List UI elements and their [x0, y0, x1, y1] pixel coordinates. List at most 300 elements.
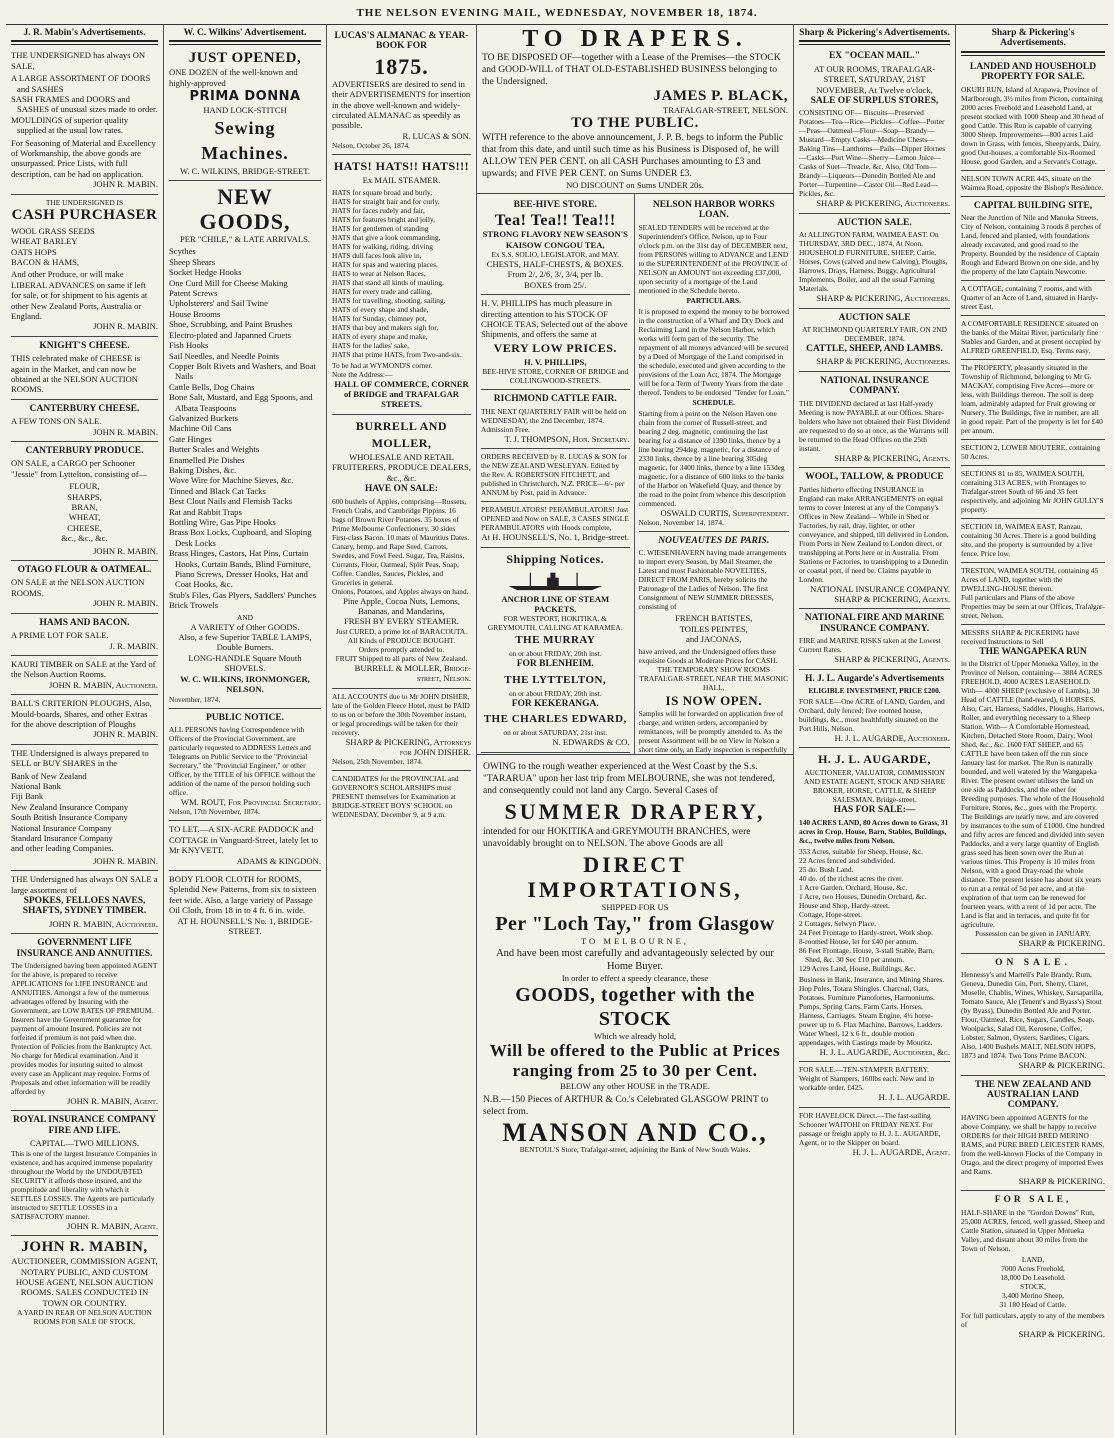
ad-note: Note the Address:—: [332, 369, 393, 379]
list-item: BRAN,: [71, 502, 98, 513]
list-item: 22 Acres fenced and subdivided.: [799, 855, 896, 865]
list-item: Baking Dishes, &c.: [169, 464, 237, 475]
ad-national-insurance: [799, 372, 950, 468]
ad-body: HAVING been appointed AGENTS for the above Company, we shall be happy to receive ORDERS for their HIGH BRED MERINO RAMS, and PURE BRED LEICESTER RAMS, from the well-known Flocks of the Company in Otago, and the direct progeny of imported Ewes and Rams.: [961, 1112, 1105, 1176]
ad-mabin-auctioneer: [11, 1236, 158, 1330]
ad-body-2: Business in Bank, Insurance, and Mining Shares. Hop Poles, Totara Shingles. Charcoal, Oats, Potatoes. Furniture Pianofortes, Harmoniums. Pumps, Spring Carts, Farm Carts. Horses, Harness, Carriages. Steam Engine, 4½ horse-power up to 6. Flax Machine, Barrows, Ladders. Water Wheel, 12 x 6 ft., double motion appendages, with Castings made by Mouritz.: [799, 974, 945, 1047]
summer-drapery-section: [477, 754, 793, 1158]
list-item: Tinned and Black Cat Tacks: [169, 485, 266, 496]
ad-town-acre: [961, 171, 1105, 197]
ad-body: SECTION 2, LOWER MOUTERE, containing 50 Acres.: [961, 443, 1101, 462]
column-mabin: [6, 25, 164, 1435]
drapers-signature: JAMES P. BLACK,: [653, 88, 788, 104]
ad-body: A COTTAGE, containing 7 rooms, and with Quarter of an Acre of Land, situated in Hardy-street East.: [961, 284, 1099, 312]
ad-body: Near the Junction of Nile and Manuka Streets, City of Nelson, containing 3 roods 8 perches of Land, fenced and planted, with foundations already excavated, and good road to the Property. Bounded by the residence of Captain Rough and Edward Brown on one side, and by the property of the late Captain Newcome.: [961, 213, 1102, 277]
ad-shares: [11, 745, 158, 871]
list-item: 18,000 Do Leasehold.: [1000, 1272, 1066, 1282]
ad-body: SEALED TENDERS will be received at the Superintendent's Office, Nelson, up to Four o'clock p.m. on the 31st day of DECEMBER next, from PERSONS willing to ADVANCE and LEND to the SUPERINTENDENT of the PROVINCE of NELSON an AMOUNT not exceeding £37,000, upon security of a mortgage of the Land mentioned in the Schedule hereto.: [638, 222, 789, 295]
ad-title: JUST OPENED,: [188, 50, 302, 67]
list-item: 40 do. of the richest acres the river.: [799, 873, 904, 883]
list-item: STOCK,: [1020, 1281, 1046, 1291]
list-item: Copper Bolt Rivets and Washers, and Boat Nails: [169, 360, 316, 382]
list-item: Fish Hooks: [169, 340, 209, 351]
ad-richmond-fair: [481, 390, 630, 449]
ad-title: LANDED AND HOUSEHOLD PROPERTY FOR SALE.: [969, 61, 1097, 83]
ad-signature: H. J. L. AUGARDE, Agent.: [852, 1146, 950, 1157]
vessel-charles-edward: THE CHARLES EDWARD,: [483, 713, 627, 726]
ad-signature: NATIONAL INSURANCE COMPANY. SHARP & PICKERING, Agents.: [810, 583, 950, 604]
list-item: 31 180 Head of Cattle.: [999, 1299, 1067, 1309]
drapers-address: TRAFALGAR-STREET, NELSON.: [662, 105, 788, 115]
ad-harbor-loan: [639, 196, 790, 532]
list-item: Socket Hedge Hooks: [169, 267, 242, 278]
list-item: Brass Hinges, Castors, Hat Pins, Curtain Hooks, Curtain Bands, Blind Furniture, Piano Screws, Dresser Hooks, Hat and Coat Hooks, &c.: [169, 548, 311, 590]
list-item: House and Shop, Hardy-street.: [799, 900, 890, 910]
subcolumn-right: [635, 194, 794, 754]
ad-body: TRESTON, WAIMEA SOUTH, containing 45 Acres of LAND, together with the DWELLING-HOUSE thereon.: [961, 566, 1099, 594]
ad-body-2: have arrived, and the Undersigned offers these exquisite Goods at Moderate Prices for CASH.: [638, 646, 778, 665]
ad-signature: JOHN R. MABIN.: [93, 545, 158, 556]
wide-title-2: DIRECT IMPORTATIONS,: [527, 851, 743, 902]
list-item: Upholsterers' and Sail Twine: [169, 298, 268, 309]
list-item: Scythes: [169, 246, 196, 257]
ad-shipping: [481, 548, 630, 753]
ad-body: A PRIME LOT FOR SALE.: [11, 630, 109, 641]
ad-body: ON SALE, a CARGO per Schooner "Jessie" from Lyttelton, consisting of—: [11, 458, 148, 479]
column-center: [477, 25, 794, 1435]
ad-disher-accounts: [332, 689, 471, 772]
ad-body: AUCTIONEER, VALUATOR, COMMISSION AND ESTATE AGENT, STOCK AND SHARE BROKER, HORSE, CATTLE, & SHEEP SALESMAN, Bridge-street.: [803, 768, 946, 805]
ad-title: FOR SALE,: [994, 1195, 1072, 1206]
ad-subtitle: PARTICULARS.: [686, 295, 741, 305]
ad-body: PERAMBULATORS! PERAMBULATORS! Just OPENED and Now on SALE, 3 CASES SINGLE PERAMBULATORS with Hoods complete,: [481, 505, 629, 533]
list-item: BACON & HAMS,: [11, 256, 80, 267]
ad-phillips: [481, 295, 630, 390]
list-item: HATS that buy and makers sigh for,: [332, 322, 439, 332]
ad-treston: [961, 563, 1105, 625]
drapers-section: [477, 25, 793, 193]
ad-items: [639, 613, 790, 644]
ad-body-2: in the District of Upper Motueka Valley, in the Province of Nelson, containing— 3884 ACRES FREEHOLD, 4000 ACRES LEASEHOLD. With— 4000 SHEEP (exclusive of Lambs), 30 Head of CATTLE (hand-reared), 6 HORSES. Also, Cart, Harness, Saddles, Ploughs, Harrows, Roller, and everything necessary to a Sheep Station. With— A Comfortable Homestead, Kitchen, Detached Store Room, Dairy, Wool Shed, &c., &c. 1600 FAT SHEEP, and 65 CATTLE have been taken off the run since January last for market. The Run is naturally bounded, and well watered by the Wangapeka River. The present owner utilises the land on one side as Paddocks, and the other for Breeding purposes. The whole of the Household Furniture, Stores, &c., goes with the Property. The Buildings are nearly new, and are covered by insurances to the sum of £1000. One hundred and fifty acres are fenced and divided into seven Paddocks, and a very large quantity of English grass seed has been sown over the Run at various times. This Property is 10 miles from Nelson, with a good Dray-road the whole distance. The present lessee has about six years to run at a rental of 5d per acre, and at the expiration of that term can be renewed for fourteen years, with a rent of 1d per acre. The Land is flat and in terraces, and quite fit for agriculture.: [961, 659, 1105, 930]
ad-title: CAPITAL BUILDING SITE,: [973, 200, 1093, 211]
list-item: Enamelled Pie Dishes: [169, 454, 245, 465]
vessel-lyttelton: THE LYTTELTON,: [504, 673, 607, 686]
ad-body: FIRE and MARINE RISKS taken at the Lowest Current Rates.: [799, 636, 941, 655]
list-item: HATS that stand all kinds of mauling,: [332, 277, 444, 287]
wide-title-4: Will be offered to the Public at Prices ranging from 25 to 30 per Cent.: [489, 1041, 781, 1081]
ad-title: NELSON HARBOR WORKS LOAN.: [652, 199, 775, 221]
wide-clear: In order to effect a speedy clearance, these: [561, 972, 709, 983]
ad-line: ANCHOR LINE OF STEAM PACKETS.: [501, 593, 610, 614]
ad-body: AT OUR ROOMS, TRAFALGAR-STREET, SATURDAY, 21ST NOVEMBER, At Twelve o'clock,: [813, 63, 936, 95]
ad-body-2: It is proposed to expend the money to be borrowed in the construction of a Wharf and Dry Dock and Reclaiming Land in the Nelson Harbor, which works will form part of the security. The repayment of all moneys advanced will be secured by a Deed of Mortgage of the Land comprised in the schedule, executed and given according to the provisions of the Loan Act, 1874. The Mortgage will be for a Term of Twenty Years from the date thereof. Tenders to be endorsed "Tender for Loan.": [638, 306, 789, 397]
ad-augarde-investment: [799, 670, 950, 749]
ad-subtitle: PER "CHILE," & LATE ARRIVALS.: [179, 234, 311, 245]
list-item: One Curd Mill for Cheese Making: [169, 277, 288, 288]
ad-body: THE Undersigned has always ON SALE a large assortment of: [11, 874, 158, 895]
ad-items: [799, 847, 950, 973]
ad-footer: A YARD IN REAR OF NELSON AUCTION ROOMS FOR SALE OF STOCK.: [17, 1308, 152, 1327]
list-item: Bone Salt, Mustard, and Egg Spoons, and Albata Teaspoons: [169, 392, 313, 413]
list-item: Bottling Wire, Gas Pipe Hooks: [169, 517, 276, 527]
drapers-body: TO BE DISPOSED OF—together with a Lease of the Premises—the STOCK and GOOD-WILL of THAT OLD-ESTABLISHED BUSINESS belonging to the Undersigned.: [482, 52, 781, 87]
ad-body: The PROPERTY, pleasantly situated in the Township of Richmond, belonging to Mr G. MACKAY, comprising Five Acres—more or less, with Buildings thereon. The soil is deep loam, admirably adapted for Fruit growing or Nursery. The Buildings, five in number, are all in good repair. Part of the property is let for £40 per annum.: [961, 363, 1103, 436]
ad-date: November, 1874.: [169, 694, 221, 704]
ad-body-3: Starting from a point on the Nelson Haven one chain from the corner of Russell-street, and bearing 2 deg. magnetic, continuing the last bearing for a distance of 1390 links, thence by a line bearing 294deg. magnetic, for a distance of 2330 links, thence by a line bearing 305deg magnetic, for 3400 links, thence by a line 153deg magnetic, for a distance of 600 links to the banks of the Harbor on Wakefield Quay, and thence by the road to the point from whence this description commenced.: [638, 408, 786, 508]
ad-signature: JOHN R. MABIN, Auctioneer.: [49, 918, 158, 929]
list-item: Stub's Files, Gas Plyers, Saddlers' Punches: [169, 589, 317, 600]
ad-have: HAVE ON SALE:: [364, 484, 439, 495]
ad-body: This is one of the largest Insurance Companies in existence, and has acquired immense popularity throughout the World by the UNDOUBTED SECURITY it affords those insured, and the promptitude and liberality with which it SETTLES LOSSES. The Agents are particularly instructed to SETTLE LOSSES in a SATISFACTORY manner.: [11, 1148, 158, 1221]
public-tail: NO DISCOUNT on Sums UNDER 20s.: [566, 180, 704, 191]
ad-title: Shipping Notices.: [506, 551, 605, 566]
ad-big-title: IS NOW OPEN.: [665, 692, 762, 708]
wide-loch: Per "Loch Tay," from Glasgow: [495, 913, 775, 936]
ad-signature: SHARP & PICKERING, Auctioneers.: [816, 198, 950, 209]
list-item: HATS for walking, riding, driving: [332, 241, 433, 251]
ad-body: HALF-SHARE in the "Gordon Downs" Run, 25,000 ACRES, fenced, well grassed, Sheep and Cattle Station, situated in Upper Motueka Valley, and distant about 30 miles from the Town of Nelson.: [961, 1207, 1105, 1253]
ad-body: Hennessy's and Martell's Pale Brandy, Rum, Geneva, Dunedin Gin, Port, Sherry, Claret, Moselle, Chablis, Wines, Whiskey, Sarsaparilla, Tomato Sauce, Ale (Tenent's and Byass's) Stout (by Byass), Dunedin Bottled Ale and Porter. Flour, Oatmeal, Rice, Sugars, Candles, Soap, Woolpacks, Salad Oil, Kerosene, Coffee, Lobster, Salmon, Oysters, Sardines, Cigars. Also, 1400 Bushels MALT, NELSON HOPS, 1873 and 1874. Two Tons Prime BACON.: [961, 970, 1104, 1061]
ad-items: [11, 481, 158, 543]
ad-body: The Undersigned having been appointed AGENT for the above, is prepared to receive APPLICATIONS for LIFE INSURANCE and ANNUITIES. Amongst a few of the numerous advantages offered by Insuring with the Government, are LOW RATES OF PREMIUM. Insurers have the Government guarantee for payment of amount Insured. Policies are not forfeited if premium is not paid when due. Protection of Policies from the Bankruptcy Act. No charge for Medical examination. And it provides modes for insuring suited to almost every case an Applicant may require. Forms of Proposals and other information will be readily afforded by: [11, 961, 158, 1097]
ad-date: Nelson, October 26, 1874.: [332, 141, 410, 151]
list-item: Cattle Bells, Dog Chains: [169, 381, 255, 392]
list-item: Shoe, Scrubbing, and Paint Brushes: [169, 319, 293, 330]
ad-items: [332, 188, 471, 359]
ad-body: ADVERTISERS are desired to send in their ADVERTISEMENTS for insertion in the above well-known and widely-circulated ALMANAC as speedily as possible.: [332, 78, 471, 131]
ad-big-title: Tea! Tea!! Tea!!!: [494, 212, 616, 230]
ad-signature: SHARP & PICKERING, Auctioneers.: [816, 356, 950, 367]
ad-signature: SHARP & PICKERING.: [1018, 1175, 1105, 1186]
list-item: Fiji Bank: [11, 791, 44, 802]
ad-gordon-downs: [961, 1191, 1105, 1343]
wide-address: BENTOUL'S Store, Trafalgar-street, adjoining the Bank of New South Wales.: [519, 1144, 751, 1154]
ad-signature: H. J. L. AUGARDE, Auctioneer, &c.: [819, 1046, 950, 1057]
ad-title: ELIGIBLE INVESTMENT, PRICE £200.: [808, 685, 941, 695]
center-subcolumns: [477, 193, 793, 754]
list-item: HATS for every trade and calling,: [332, 286, 433, 296]
ad-signature: JOHN R. MABIN.: [93, 855, 158, 866]
ad-fruit: Pine Apple, Cocoa Nuts, Lemons, Bananas, and Mandarins,: [343, 595, 460, 616]
ad-body: MESSRS SHARP & PICKERING have received Instructions to Sell: [961, 628, 1080, 647]
ad-nz-australian-land: [961, 1076, 1105, 1192]
ad-wesleyan: [481, 449, 630, 502]
ad-and: AND: [236, 612, 253, 622]
ad-more: A VARIETY of Other GOODS.: [190, 621, 300, 632]
list-item: HATS for features bright and jolly,: [332, 214, 435, 224]
wide-title-3: GOODS, together with the STOCK: [515, 984, 755, 1031]
list-item: HATS for straight hair and for curly,: [332, 196, 440, 206]
divider: [169, 40, 321, 45]
ad-body: FOR SALE.—TEN-STAMPER BATTERY. Weight of Stampers, 160lbs each. New and in workable order. £425.: [799, 1065, 935, 1093]
wide-below: BELOW any other HOUSE in the TRADE.: [560, 1081, 710, 1092]
list-item: HATS for gentlemen of standing: [332, 223, 429, 233]
ad-title: NOUVEAUTES DE PARIS.: [658, 536, 770, 547]
list-item: A LARGE ASSORTMENT OF DOORS and SASHES: [11, 73, 151, 94]
ad-big-title: VERY LOW PRICES.: [493, 340, 617, 355]
ad-body: ON SALE at the NELSON AUCTION ROOMS.: [11, 577, 145, 598]
ad-waimea-east: [961, 519, 1105, 563]
wide-nb: N.B.—150 Pieces of ARTHUR & Co.'s Celebrated GLASGOW PRINT to select from.: [483, 1093, 769, 1117]
wide-which: Which we already hold,: [593, 1031, 677, 1042]
ad-also: Also, a few Superior TABLE LAMPS, Double Burners.: [178, 632, 312, 653]
ad-signature: H. J. L. AUGARDE, Auctioneer.: [834, 732, 950, 743]
list-item: 8-roomed House, let for £40 per annum.: [799, 936, 919, 946]
list-item: 129 Acres Land, House, Buildings, &c.: [799, 963, 916, 973]
ad-body: OKURI RUN, Island of Arapawa, Province of Marlborough, 3½ miles from Picton, containing 2000 acres Freehold and Leasehold Land, at present stocked with 1000 Sheep and 30 head of good Cattle. This Run is capable of carrying 3000 Sheep. Improvements—800 acres Laid down in Grass, with fences, Sheepyards, Dairy, good Out-houses, a comfortable Six-Roomed House, good Garden, and a Servant's Cottage.: [961, 84, 1104, 166]
ad-title: CASH PURCHASER: [11, 206, 158, 223]
ad-signature: W. C. WILKINS, BRIDGE-STREET.: [180, 165, 310, 176]
ad-sewing-machines: [169, 47, 321, 181]
list-item: Sheep Shears: [169, 256, 216, 267]
ad-floor-cloth: [169, 871, 321, 940]
ad-cottage: [961, 281, 1105, 316]
ad-date: Nelson, 17th November, 1874.: [169, 807, 260, 817]
ad-subtitle: WHOLESALE AND RETAIL FRUITERERS, PRODUCE DEALERS, &c., &c.: [332, 451, 471, 483]
ad-body: BALL'S CRITERION PLOUGHS, Also, Mould-boards, Shares, and other Extras for the above description of Ploughs: [11, 698, 152, 729]
ad-title: AUCTION SALE.: [837, 217, 912, 228]
ad-subtitle: CAPITAL—TWO MILLIONS.: [29, 1138, 140, 1149]
list-item: and JACONAS,: [686, 634, 742, 645]
ad-signature: BURRELL & MOLLER, Bridge-street, Nelson.: [354, 662, 471, 684]
ad-title: NATIONAL FIRE AND MARINE INSURANCE COMPANY.: [804, 613, 945, 634]
list-item: and other leading Companies.: [11, 843, 114, 854]
list-item: 3,400 Merino Sheep,: [1002, 1290, 1064, 1300]
ad-scholarships: [332, 771, 471, 823]
ad-richmond-property: [961, 360, 1105, 440]
list-item: 2 Cottages, Selwyn Place.: [799, 918, 876, 928]
ad-title: HAMS AND BACON.: [39, 617, 130, 628]
ad-subtitle: HAND LOCK-STITCH: [203, 105, 287, 116]
ad-title: AUCTION SALE: [838, 312, 911, 323]
list-item: WHEAT BARLEY: [11, 236, 78, 247]
ad-big-title: SALE OF SURPLUS STORES,: [810, 96, 939, 107]
ad-perambulators: [481, 502, 630, 547]
list-item: HATS for spas and watering places,: [332, 259, 438, 269]
list-item: HATS for the ladies' sake,: [332, 340, 410, 350]
ad-for: FOR KEKERANGA.: [511, 698, 599, 709]
ad-otago-flour: [11, 561, 158, 614]
masthead: THE NELSON EVENING MAIL, WEDNESDAY, NOVEMBER 18, 1874.: [6, 4, 1108, 25]
column-header: Sharp & Pickering's Advertisements.: [991, 28, 1075, 49]
ad-body: ONE DOZEN of the well-known and highly-approved: [169, 67, 298, 88]
ad-items: [11, 73, 158, 135]
wide-shipped: SHIPPED FOR US: [601, 901, 669, 912]
ad-signature: SHARP & PICKERING, Attorneys for JOHN DISHER.: [345, 736, 471, 757]
divider: [799, 40, 950, 45]
list-item: Galvanized Buckets: [169, 412, 238, 423]
ad-body: STRONG FLAVORY NEW SEASON'S KAISOW CONGOU TEA,: [482, 229, 628, 250]
ad-body: TO LET.—A SIX-ACRE PADDOCK and COTTAGE in Vanguard-Street, lately let to Mr KNYVETT.: [169, 824, 319, 856]
ad-section-moutere: [961, 440, 1105, 466]
ad-canterbury-cheese: [11, 400, 158, 442]
ad-body: C. WIESENHAVERN having made arrangements to import every Season, by Mail Steamer, the Latest and most Fashionable NOVELTIES, DIRECT FROM PARIS, hereby solicits the Patronage of the Ladies of Nelson. The first Consignment of NEW SUMMER DRESSES, consisting of: [638, 548, 787, 612]
ad-augarde-for-sale: [799, 748, 950, 1062]
ad-body: CANDIDATES for the PROVINCIAL and GOVERNOR'S SCHOLARSHIPS must PRESENT themselves for Examination at BRIDGE-STREET BOYS' SCHOOL on WEDNESDAY, December 9, at 9 a.m.: [332, 774, 459, 820]
ad-tail: LONG-HANDLE Square Mouth SHOVELS.: [188, 652, 302, 674]
list-item: HATS of every shape and make,: [332, 331, 428, 341]
list-item: National Insurance Company: [11, 822, 112, 833]
ad-signature: JOHN R. MABIN.: [93, 729, 158, 740]
ad-signature: H. J. L. AUGARDE.: [878, 1092, 950, 1103]
wide-select: And have been most carefully and advantageously selected by our Home Buyer.: [496, 947, 774, 972]
ad-body: H. V. PHILLIPS has much pleasure in directing attention to his STOCK OF CHOICE TEAS, Selected out of the above Shipments, and offers the same at: [481, 298, 628, 340]
vessel-date: on or about FRIDAY, 20th inst.: [508, 649, 602, 659]
ad-lead: THE UNDERSIGNED IS: [45, 197, 124, 207]
ad-body: NELSON TOWN ACRE 445, situate on the Waimea Road, opposite the Bishop's Residence.: [961, 173, 1104, 192]
ad-national-fire: [799, 609, 950, 669]
public-title: TO THE PUBLIC.: [571, 115, 699, 132]
list-item: Cottage, Hope-street.: [799, 909, 863, 919]
list-item: FRENCH BATISTES,: [675, 613, 753, 624]
ad-signature: JOHN R. MABIN.: [93, 598, 158, 609]
ad-wangapeka-run: [961, 625, 1105, 954]
list-item: New Zealand Insurance Company: [11, 801, 129, 812]
ad-title: JOHN R. MABIN,: [21, 1239, 148, 1256]
divider: [961, 51, 1105, 56]
ad-body: THE Undersigned is always prepared to SELL or BUY SHARES in the: [11, 747, 149, 769]
ad-body: SECTION 18, WAIMEA EAST, Ranzau, containing 30 Acres. There is a good building site, and the property is surrounded by a live fence. Price low.: [961, 522, 1096, 559]
ad-title: KNIGHT'S CHEESE.: [39, 340, 130, 351]
ad-onions: Onions, Potatoes, and Apples always on hand.: [332, 586, 469, 596]
ad-signature: SHARP & PICKERING.: [1018, 1060, 1105, 1071]
ad-signature: JOHN R. MABIN.: [93, 426, 158, 437]
ad-public-notice: [169, 709, 321, 822]
ad-title: RICHMOND CATTLE FAIR.: [493, 394, 617, 405]
list-item: Wove Wire for Machine Sieves, &c.: [169, 475, 294, 486]
ad-chests: CHESTS, HALF-CHESTS, & BOXES. From 2/, 2/6, 3/, 3/4, per lb.: [486, 259, 624, 280]
ad-cash-purchaser: [11, 195, 158, 337]
ad-lead: THE UNDERSIGNED has always ON SALE,: [11, 50, 146, 71]
ad-subtitle: Ex MAIL STEAMER.: [362, 175, 441, 186]
list-item: 24 Feet Frontage to Hardy-street, Work shop.: [799, 927, 933, 937]
list-item: Rat and Rabbit Traps: [169, 506, 242, 517]
ad-okuri-run: [961, 58, 1105, 171]
ad-almanac: [332, 27, 471, 155]
ad-title: EX "OCEAN MAIL.": [828, 51, 921, 62]
ad-signature: SHARP & PICKERING.: [1018, 938, 1105, 949]
ad-date: Nelson, 25th November, 1874.: [332, 757, 423, 767]
ad-title: BURRELL AND MOLLER,: [355, 418, 448, 450]
ad-ocean-mail: [799, 47, 950, 213]
list-item: Patent Screws: [169, 288, 218, 299]
ad-items: [11, 771, 158, 854]
list-item: Brick Trowels: [169, 600, 218, 611]
ad-signature: JOHN R. MABIN, Auctioneer.: [49, 679, 158, 690]
list-item: Bank of New Zealand: [11, 770, 87, 781]
list-item: WHEAT,: [68, 512, 101, 523]
list-item: Machine Oil Cans: [169, 423, 232, 434]
ad-body: BODY FLOOR CLOTH for ROOMS, Splendid New Patterns, from six to sixteen feet wide. Also, a large variety of Passage Oil Cloth, from 18 in to 4 ft. 6 in. wide.: [169, 873, 317, 916]
ad-signature: W. C. WILKINS, IRONMONGER, NELSON.: [180, 673, 310, 695]
ad-new-goods: [169, 181, 321, 708]
ad-signature: SHARP & PICKERING, Agents.: [834, 452, 950, 463]
list-item: OATS HOPS: [11, 246, 57, 257]
ad-body: Parties hitherto effecting INSURANCE in England can make ARRANGEMENTS on equal terms to cover Interest at any of the Company's Offices in New Zealand— While in Shed or Factories, by rail, dray, lighter, or other conveyance, and shipped, till delivered in London. From Ports in New Zealand to London direct, or transhipping at Ports here or in Australia. From Stations or Factories, to transhipping to a Dunedin or coastal port, if need be. Claims payable in London.: [799, 484, 949, 584]
public-body: WITH reference to the above announcement, J. P. B. begs to inform the Public that from this date, and until such time as his Business is Disposed of, he will ALLOW TEN PER CENT. on all CASH Purchases amounting to £3 and upwards; and FIVE PER CENT. on Sums UNDER £3.: [482, 132, 784, 180]
column-header: W. C. Wilkins' Advertisement.: [183, 28, 307, 38]
ad-orders: Orders promptly attended to.: [358, 644, 445, 654]
ad-nouveautes: [639, 532, 790, 754]
list-item: FLOUR,: [69, 481, 100, 492]
ad-body: FOR SALE—One ACRE of LAND, Garden, and Orchard, duly fenced; five roomed house, buildings, &c., most healthfully situated on the Port Hills, Nelson.: [799, 696, 945, 733]
list-item: Brass Box Locks, Cupboard, and Sloping Desk Locks: [169, 527, 312, 548]
ad-signature: OSWALD CURTIS, Superintendent.: [660, 507, 789, 518]
ad-body: KAURI TIMBER on SALE at the Yard of the Nelson Auction Rooms.: [11, 658, 156, 680]
list-item: HATS that give a look commanding,: [332, 232, 441, 242]
ad-title: NEW GOODS,: [199, 184, 291, 235]
ad-canterbury-produce: [11, 442, 158, 561]
ad-bee-hive: [481, 196, 630, 295]
list-item: Best Clout Nails and Flemish Tacks: [169, 496, 293, 507]
ad-tail: For full particulars, apply to any of the members of: [961, 1310, 1105, 1329]
list-item: HATS for square broad and burly,: [332, 187, 433, 197]
column-header: H. J. L. Augarde's Advertisements: [804, 673, 945, 684]
column-lucas-hats: [327, 25, 477, 1435]
ad-boxes: BOXES from 25/.: [524, 279, 587, 290]
ad-richmond-sale: [799, 309, 950, 372]
ad-for: FOR BLENHEIM.: [516, 659, 594, 670]
vessel-murray: THE MURRAY: [515, 634, 596, 647]
ad-body: THIS celebrated make of CHEESE is again in the Market, and can now be obtained at the NELSON AUCTION ROOMS.: [11, 353, 141, 395]
ad-body-2: CONSISTING OF— Biscuits—Preserved Potatoes—Tea—Rice—Pickles—Coffee—Porter—Peas—Oatmeal—Flour—Soap—Brandy—Mustard—Empty Casks—Medicine Chests—Baking Tins—Lanthorns—Pails—Dipper Hornes—Casks—Port Wine—Sherry—Lemon Juice—Casks of Suet—Treacle, &c. Also, Old Tom—Brandy—Liqueurs—Dunedin Bottled Ale and Porter—Turpentine—Castor Oil—Red Lead—Pickles, &c.: [799, 108, 946, 199]
ad-address: BEE-HIVE STORE, CORNER OF BRIDGE and COLLINGWOOD-STREETS.: [482, 367, 629, 386]
ad-kinds: All Kinds of PRODUCE BOUGHT.: [347, 635, 456, 645]
ad-body: For Seasoning of Material and Excellency of Workmanship, the above goods are unsurpassed. Price Lists, with full description, can be had on application.: [11, 137, 156, 179]
list-item: HATS that prime HATS, from Two-and-six.: [332, 349, 462, 359]
ad-title: GOVERNMENT LIFE INSURANCE AND ANNUITIES.: [16, 938, 153, 959]
list-item: SHARPS,: [67, 491, 102, 502]
ad-title: LUCAS'S ALMANAC & YEAR-BOOK FOR: [334, 31, 469, 52]
ad-signature: T. J. THOMPSON, Hon. Secretary.: [504, 433, 630, 444]
ad-title: ROYAL INSURANCE COMPANY FIRE AND LIFE.: [12, 1115, 157, 1136]
ad-body-3: Samples will be forwarded on application free of charge; and written orders, accompanied by remittances, will be promptly attended to. As the present Assortment will be on View in Nelson a short time only, an Early inspection is respectfully: [638, 708, 788, 754]
wide-firm: MANSON AND CO.,: [502, 1117, 768, 1147]
ad-building-site: [961, 197, 1105, 281]
ad-hams-bacon: [11, 614, 158, 656]
ad-body: THE NEXT QUARTERLY FAIR will be held on WEDNESDAY, the 2nd December, 1874. Admission Free.: [481, 406, 627, 434]
list-item: HATS for travelling, shooting, sailing,: [332, 295, 446, 305]
ad-signature: JOHN R. MABIN, Agent.: [67, 1220, 158, 1231]
ad-signature: JOHN R. MABIN, Agent.: [67, 1096, 158, 1107]
ad-big-title: Sewing Machines.: [201, 117, 289, 163]
ad-allington-sale: [799, 214, 950, 309]
list-item: 1 Acre Garden, Orchard, House, &c.: [799, 882, 908, 892]
list-item: National Bank: [11, 780, 61, 791]
ad-signature: ADAMS & KINGDON.: [236, 855, 321, 866]
ad-hats: [332, 155, 471, 415]
ad-body: ALL ACCOUNTS due to Mr JOHN DISHER, late of the Golden Fleece Hotel, must be PAID to us on or before the 30th November instant, or legal proceedings will be taken for their recovery.: [332, 691, 470, 737]
ad-tail: To be had at WYMOND'S corner.: [332, 360, 433, 370]
list-item: 86 Feet Frontage, House, 3-stall Stable, Barn, Shed, &c. 30 Sec £10 per annum.: [799, 945, 935, 964]
column-sharp-augarde: [794, 25, 956, 1435]
ad-doors-sashes: [11, 47, 158, 194]
ad-ship: FRUIT Shipped to all parts of New Zealand.: [335, 653, 468, 663]
ad-title: NATIONAL INSURANCE COMPANY.: [820, 375, 929, 397]
ad-signature: JOHN R. MABIN.: [93, 321, 158, 332]
ad-signature: AT H. HOUNSELL'S No. 1, BRIDGE-STREET.: [177, 915, 313, 936]
ad-signature: SHARP & PICKERING.: [1018, 1328, 1105, 1339]
ad-body: THE DIVIDEND declared at last Half-yearly Meeting is now PAYABLE at our Offices. Share-holders who have not obtained their First Dividend are requested to do so at once, as the Warrants will be returned to the Head Offices on the 25th instant.: [799, 398, 950, 453]
list-item: 7000 Acres Freehold,: [1001, 1263, 1065, 1273]
ad-body: 600 bushels of Apples, comprising—Russets, French Crabs, and Cambridge Pippins. 16 bags of Brown River Potatoes. 35 boxes of Prime Melbourne Confectionery. 30 sides First-class Bacon. 10 mats of Mauritius Dates. Canary, hemp, and Rape Seed. Carrots, Swedes, and Fowl Feed. Sugar, Tea, Raisins, Currants, Flour, Oatmeal, Split Peas, Soap, Coffee. Candles, Sauces, Pickles, and Groceries in general.: [332, 496, 470, 587]
list-item: South British Insurance Company: [11, 812, 128, 823]
ad-residence: [961, 316, 1105, 360]
ad-route: FOR WESTPORT, HOKITIKA, & GREYMOUTH, CALLING AT KARAMEA.: [487, 614, 623, 633]
vessel-date: on or about FRIDAY, 20th inst.: [508, 688, 602, 698]
list-item: Electro-plated and Japanned Cruets: [169, 329, 291, 340]
ad-government-life: [11, 934, 158, 1111]
